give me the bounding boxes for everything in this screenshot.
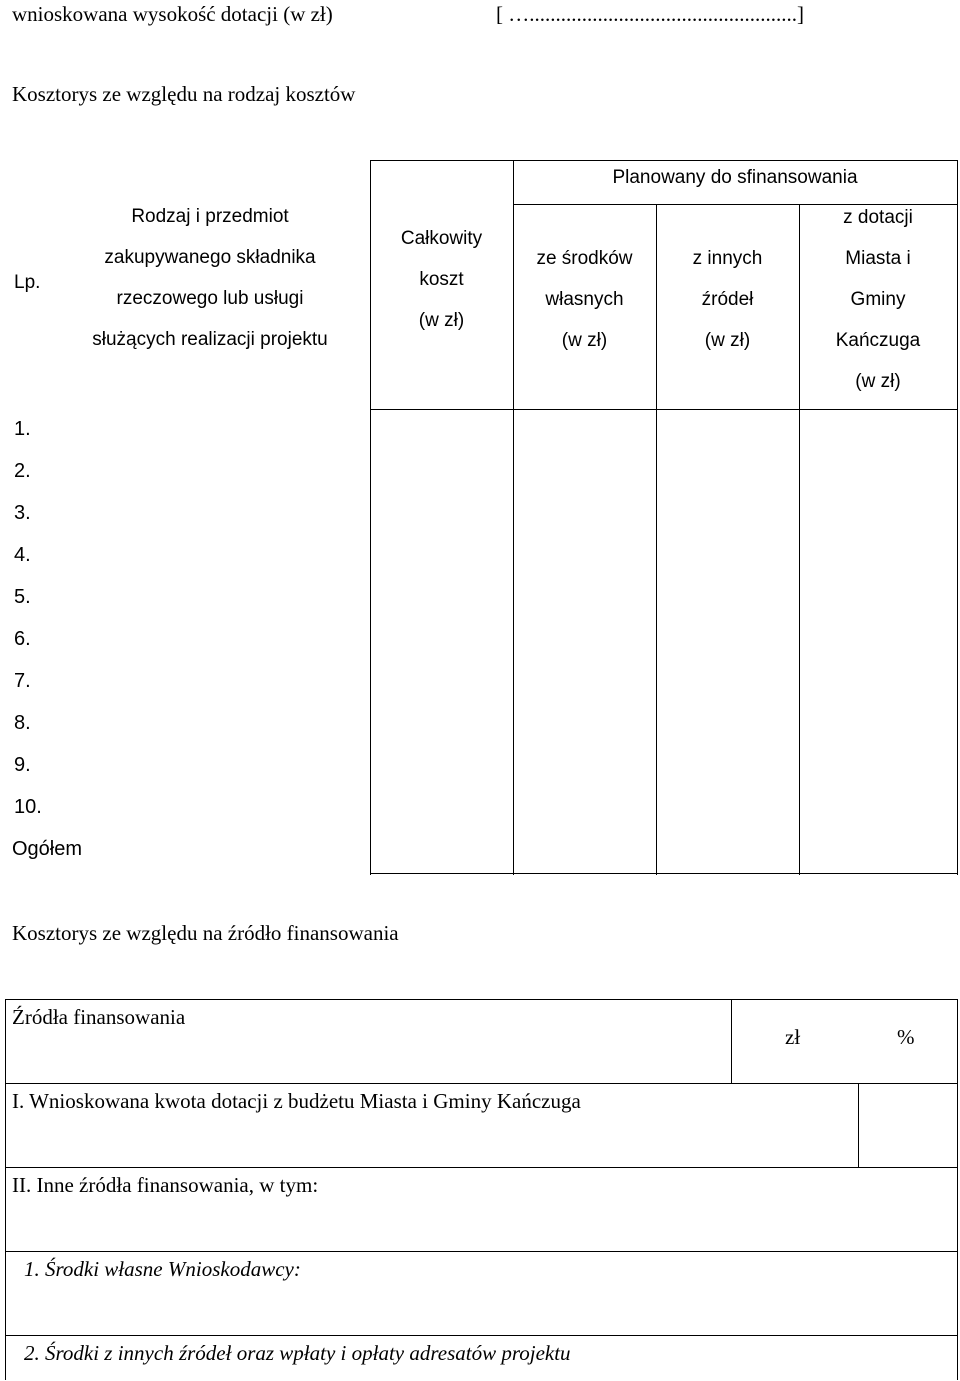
- header-own-line: własnych: [545, 289, 624, 310]
- header-planned: Planowany do sfinansowania: [612, 167, 858, 188]
- row-number: 6.: [14, 628, 31, 650]
- header-item-line: zakupywanego składnika: [104, 247, 316, 268]
- own-funds-column-cells[interactable]: [515, 411, 655, 872]
- grant-amount-label: wnioskowana wysokość dotacji (w zł): [12, 2, 333, 26]
- row-number: 1.: [14, 418, 31, 440]
- header-total-line: koszt: [419, 269, 464, 290]
- grant-amount-zl-cell[interactable]: [733, 1085, 857, 1165]
- row-number: 4.: [14, 544, 31, 566]
- total-cost-column-cells[interactable]: [372, 411, 512, 872]
- other-sources-column-cells[interactable]: [658, 411, 798, 872]
- header-grant: [799, 197, 957, 402]
- header-grant-line: z dotacji: [843, 207, 913, 228]
- row-number: 2.: [14, 460, 31, 482]
- header-own-line: ze środków: [536, 248, 633, 269]
- table-divider: [957, 999, 958, 1380]
- table-divider: [957, 160, 958, 875]
- column-percent: %: [897, 1025, 915, 1049]
- total-row-label: Ogółem: [12, 838, 83, 860]
- table-divider: [5, 1251, 958, 1252]
- header-total-line: Całkowity: [400, 228, 483, 249]
- table-divider: [5, 1167, 958, 1168]
- header-total-line: (w zł): [418, 310, 465, 331]
- row-number: 3.: [14, 502, 31, 524]
- header-other-sources: [656, 238, 799, 361]
- header-grant-line: Miasta i: [845, 248, 911, 269]
- header-other-line: źródeł: [701, 289, 754, 310]
- table-divider: [5, 999, 958, 1000]
- header-grant-line: Kańczuga: [835, 330, 921, 351]
- row-number: 7.: [14, 670, 31, 692]
- funding-row-other-sources: 2. Środki z innych źródeł oraz wpłaty i opłaty adresatów projektu: [24, 1341, 571, 1365]
- row-number: 8.: [14, 712, 31, 734]
- header-item-line: Rodzaj i przedmiot: [131, 206, 289, 227]
- header-other-line: (w zł): [704, 330, 751, 351]
- grant-amount-percent-cell[interactable]: [860, 1085, 956, 1165]
- row-number: 5.: [14, 586, 31, 608]
- table-divider: [5, 999, 6, 1380]
- header-lp: Lp.: [14, 272, 41, 293]
- header-own-line: (w zł): [561, 330, 608, 351]
- header-grant-line: (w zł): [855, 371, 901, 392]
- table-divider: [858, 1083, 859, 1167]
- header-grant-line: Gminy: [850, 289, 906, 310]
- grant-column-cells[interactable]: [801, 411, 956, 872]
- funding-row-own-funds: 1. Środki własne Wnioskodawcy:: [24, 1257, 301, 1281]
- table-divider: [370, 873, 958, 874]
- row-number: 10.: [14, 796, 42, 818]
- header-own-funds: [513, 238, 656, 361]
- header-item: [50, 196, 370, 360]
- funding-header: Źródła finansowania: [12, 1005, 186, 1029]
- section-title-funding-source: Kosztorys ze względu na źródło finansowania: [12, 921, 399, 945]
- funding-row-grant: I. Wnioskowana kwota dotacji z budżetu Miasta i Gminy Kańczuga: [12, 1089, 581, 1113]
- table-divider: [731, 999, 732, 1083]
- table-divider: [5, 1335, 958, 1336]
- header-total-cost: [370, 218, 513, 341]
- grant-amount-field[interactable]: [ …...................................................]: [496, 2, 804, 26]
- table-divider: [5, 1083, 958, 1084]
- header-item-line: służących realizacji projektu: [92, 329, 328, 350]
- header-item-line: rzeczowego lub usługi: [116, 288, 304, 309]
- section-title-cost-type: Kosztorys ze względu na rodzaj kosztów: [12, 82, 356, 106]
- row-number: 9.: [14, 754, 31, 776]
- table-divider: [370, 409, 958, 410]
- column-zl: zł: [785, 1025, 801, 1049]
- funding-row-other: II. Inne źródła finansowania, w tym:: [12, 1173, 319, 1197]
- header-other-line: z innych: [692, 248, 763, 269]
